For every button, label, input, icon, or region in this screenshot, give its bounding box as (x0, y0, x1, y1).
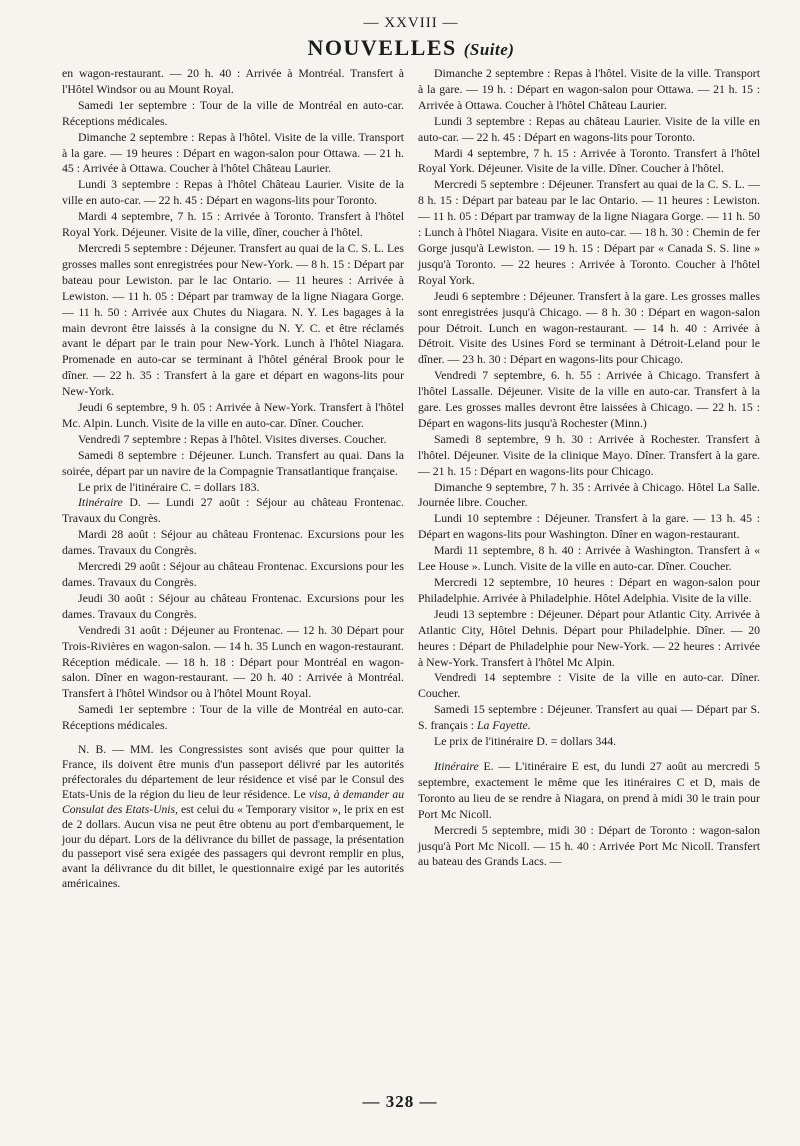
section-title-suffix: (Suite) (463, 40, 515, 59)
paragraph: Samedi 1er septembre : Tour de la ville de Montréal en auto-car. Réceptions médicales. (62, 97, 404, 128)
paragraph: Samedi 8 septembre, 9 h. 30 : Arrivée à Rochester. Transfert à l'hôtel. Déjeuner. Visite de la clinique Mayo. Dîner. Transfert à la gare. — 21 h. 15 : Départ en wagons-lits pour Chicago. (418, 431, 760, 478)
paragraph: Dimanche 2 septembre : Repas à l'hôtel. Visite de la ville. Transport à la gare. — 19 heures : Départ en wagon-salon pour Ottawa. — 21 h. 45 : Arrivée à Ottawa. Coucher à l'hôtel Château Laurier. (62, 129, 404, 176)
paragraph: Vendredi 14 septembre : Visite de la ville en auto-car. Dîner. Coucher. (418, 670, 760, 701)
section-title (62, 34, 760, 62)
paragraph: Mardi 4 septembre, 7 h. 15 : Arrivée à Toronto. Transfert à l'hôtel Royal York. Déjeuner. Visite de la ville, dîner, coucher à l'hôtel. (62, 209, 404, 240)
paragraph: Lundi 10 septembre : Déjeuner. Transfert à la gare. — 13 h. 45 : Départ en wagons-lits pour Washington. Dîner en wagon-restaurant. (418, 511, 760, 542)
paragraph: Mardi 11 septembre, 8 h. 40 : Arrivée à Washington. Transfert à « Lee House ». Lunch. Visite de la ville en auto-car. Dîner. Coucher. (418, 543, 760, 574)
paragraph: Mardi 28 août : Séjour au château Frontenac. Excursions pour les dames. Travaux du Congrès. (62, 527, 404, 558)
paragraph: Mercredi 5 septembre : Déjeuner. Transfert au quai de la C. S. L. — 8 h. 15 : Départ par bateau par le lac Ontario. — 11 heures : Lewiston. — 11 h. 05 : Départ par tramway de la ligne Niagara Gorge. — 11 h. 50 : Lunch à l'hôtel Niagara. Visite en auto-car. — 18 h. 30 : Chemin de fer Gorge jusqu'à Lewiston. — 19 h. 15 : Départ par « Canada S. S. line » jusqu'à Toronto. — 22 heures : Arrivée à Toronto. Coucher à l'hôtel Royal York. (418, 177, 760, 287)
paragraph: Mercredi 5 septembre, midi 30 : Départ de Toronto : wagon-salon jusqu'à Port Mc Nicoll. — 15 h. 40 : Arrivée Port Mc Nicoll. Transfert au bateau des Grands Lacs. — (418, 822, 760, 869)
paragraph: Jeudi 6 septembre, 9 h. 05 : Arrivée à New-York. Transfert à l'hôtel Mc. Alpin. Lunch. Visite de la ville en auto-car. Dîner. Coucher. (62, 400, 404, 430)
paragraph: Dimanche 9 septembre, 7 h. 35 : Arrivée à Chicago. Hôtel La Salle. Journée libre. Coucher. (418, 479, 760, 510)
paragraph: Vendredi 7 septembre, 6. h. 55 : Arrivée à Chicago. Transfert à l'hôtel Lassalle. Déjeuner. Visite de la ville en auto-car. Transfert à la gare. Les grosses malles devront être laissées à Chicago. — 22 h. 15 : Départ en wagons-lits jusqu'à Rochester (Minn.) (418, 368, 760, 430)
right-column (418, 66, 760, 892)
section-title-text: NOUVELLES (307, 35, 457, 60)
itinerary-label: Itinéraire (78, 495, 123, 510)
paragraph: en wagon-restaurant. — 20 h. 40 : Arrivée à Montréal. Transfert à l'Hôtel Windsor ou au Mount Royal. (62, 66, 404, 96)
paragraph: Samedi 8 septembre : Déjeuner. Lunch. Transfert au quai. Dans la soirée, départ par un navire de la Compagnie Transatlantique française. (62, 447, 404, 478)
paragraph: Dimanche 2 septembre : Repas à l'hôtel. Visite de la ville. Transport à la gare. — 19 h. : Départ en wagon-salon pour Ottawa. — 21 h. 15 : Arrivée à Ottawa. Coucher à l'hôtel Château Laurier. (418, 66, 760, 112)
paragraph: Mardi 4 septembre, 7 h. 15 : Arrivée à Toronto. Transfert à l'hôtel Royal York. Déjeuner. Visite de la ville. Dîner. Coucher à l'hôtel. (418, 145, 760, 176)
paragraph-text: D. — Lundi 27 août : Séjour au château Frontenac. Travaux du Congrès. (62, 495, 404, 526)
paragraph-text: Samedi 15 septembre : Déjeuner. Transfert au quai — Départ par S. S. français : (418, 702, 760, 733)
left-column (62, 66, 404, 892)
note-text: N. B. — MM. les Congressistes sont avisés que pour quitter la France, ils doivent être munis d'un passeport délivré par les autorités préfectorales du département de leur résidence et visé par le Consul des Etats-Unis de la région du lieu de leur résidence. Le (62, 743, 404, 801)
note-italic: visa, à demander au Consulat des Etats-Unis, (62, 787, 404, 816)
ship-name: La Fayette. (476, 718, 531, 733)
note-text: est celui du « Temporary visitor », le prix en est de 2 dollars. Aucun visa ne peut être obtenu au port d'embarquement, le jour du départ. Lors de la délivrance du billet de passage, la présentation du passeport visé sera exigée des passagers qui devront remplir en plus, avant la délivrance du dit billet, le questionnaire exigé par les autorités américaines. (62, 802, 404, 891)
paragraph: Mercredi 12 septembre, 10 heures : Départ en wagon-salon pour Philadelphie. Arrivée à Philadelphie. Hôtel Adelphia. Visite de la ville. (418, 575, 760, 605)
paragraph: Mercredi 5 septembre : Déjeuner. Transfert au quai de la C. S. L. Les grosses malles sont enregistrées pour New-York. — 8 h. 15 : Départ par bateau pour Lewiston. par le lac Ontario. — 11 heures : Arrivée à Lewiston. — 11 h. 05 : Départ par tramway de la ligne Niagara Gorge. — 11 h. 50 : Arrivée aux Chutes du Niagara. N. Y. Les bagages à la main devront être laissés à la consigne du N. Y. C. et être réclamés avant le départ par le train pour New-York. Lunch à l'hôtel Niagara. Promenade en auto-car se terminant à l'hôtel général Brook pour le dîner. — 22 h. 35 : Transfert à la gare et départ en wagons-lits pour New-York. (62, 240, 404, 399)
paragraph: Le prix de l'itinéraire C. = dollars 183. (78, 479, 260, 494)
paragraph: Mercredi 29 août : Séjour au château Frontenac. Excursions pour les dames. Travaux du Congrès. (62, 559, 404, 589)
paragraph-text: E. — L'itinéraire E est, du lundi 27 août au mercredi 5 septembre, exactement le même que les itinéraires C et D, mais de Toronto au lieu de se rendre à Niagara, on prend à midi 30 le train pour Port Mc Nicoll. (418, 758, 760, 821)
running-head: — XXVIII — (363, 15, 459, 31)
paragraph: Vendredi 31 août : Déjeuner au Frontenac. — 12 h. 30 Départ pour Trois-Rivières en wagon-salon. — 14 h. 35 Lunch en wagon-restaurant. Réception médicale. — 18 h. 18 : Départ pour Montréal en wagon-salon. Dîner en wagon-restaurant. — 20 h. 40 : Arrivée à Montréal. Transfert à l'hôtel Windsor ou à l'hôtel Mount Royal. (62, 622, 404, 701)
paragraph (418, 702, 760, 734)
paragraph: Samedi 1er septembre : Tour de la ville de Montréal en auto-car. Réceptions médicales. (62, 702, 404, 733)
passport-note (62, 743, 404, 892)
paragraph: Lundi 3 septembre : Repas au château Laurier. Visite de la ville en auto-car. — 22 h. 45 : Départ en wagons-lits pour Toronto. (418, 113, 760, 144)
paragraph: Jeudi 6 septembre : Déjeuner. Transfert à la gare. Les grosses malles sont enregistrées jusqu'à Chicago. — 8 h. 30 : Départ en wagon-salon pour Détroit. Lunch en wagon-restaurant. — 14 h. 40 : Arrivée à Détroit. Visite des Usines Ford se terminant à Détroit-Leland pour le dîner. — 23 h. 30 : Départ en wagons-lits pour Chicago. (418, 288, 760, 367)
page-number: — 328 — (362, 1092, 438, 1111)
itinerary-label: Itinéraire (434, 758, 479, 773)
paragraph (62, 495, 404, 527)
paragraph: Le prix de l'itinéraire D. = dollars 344. (434, 734, 617, 749)
paragraph: Lundi 3 septembre : Repas à l'hôtel Château Laurier. Visite de la ville en auto-car. — 22 h. 45 : Départ en wagons-lits pour Toronto. (62, 177, 404, 208)
paragraph: Jeudi 13 septembre : Déjeuner. Départ pour Atlantic City. Arrivée à Atlantic City, Hôtel Dehnis. Départ pour Philadelphie. Dîner. — 20 heures : Départ de Philadelphie pour New-York. — 22 heures : Arrivée à New-York. Transfert à l'hôtel Mc Alpin. (418, 606, 760, 669)
paragraph: Vendredi 7 septembre : Repas à l'hôtel. Visites diverses. Coucher. (78, 431, 387, 446)
paragraph: Jeudi 30 août : Séjour au château Frontenac. Excursions pour les dames. Travaux du Congrès. (62, 590, 404, 621)
two-column-body (62, 66, 760, 892)
paragraph (418, 759, 760, 823)
